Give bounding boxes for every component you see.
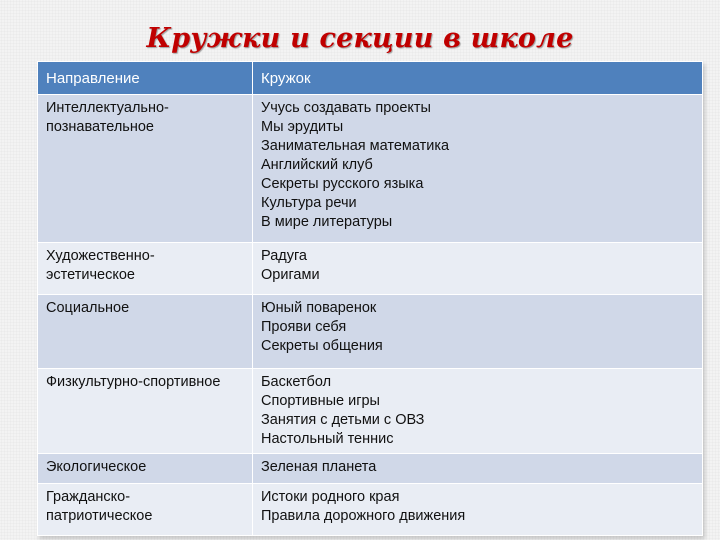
column-header-club: Кружок <box>253 62 703 95</box>
clubs-cell <box>253 454 703 484</box>
table-row <box>38 484 703 536</box>
clubs-cell <box>253 95 703 243</box>
direction-text: Гражданско- <box>46 489 131 505</box>
club-name: Баскетбол <box>261 374 332 390</box>
table-row <box>38 243 703 295</box>
direction-cell <box>38 484 253 536</box>
club-name: Прояви себя <box>261 319 347 335</box>
table-row <box>38 295 703 369</box>
club-name: Правила дорожного движения <box>261 508 466 524</box>
direction-text: эстетическое <box>46 267 135 283</box>
clubs-table <box>37 61 703 536</box>
direction-text: Интеллектуально- <box>46 100 169 116</box>
club-name: В мире литературы <box>261 214 393 230</box>
clubs-cell <box>253 369 703 454</box>
direction-cell <box>38 454 253 484</box>
table-row <box>38 454 703 484</box>
club-name: Занимательная математика <box>261 138 450 154</box>
column-header-direction: Направление <box>38 62 253 95</box>
direction-text: Экологическое <box>46 459 147 475</box>
club-name: Настольный теннис <box>261 431 394 447</box>
club-name: Юный поваренок <box>261 300 377 316</box>
direction-text: Художественно- <box>46 248 155 264</box>
club-name: Зеленая планета <box>261 459 377 475</box>
club-name: Мы эрудиты <box>261 119 344 135</box>
direction-text: Социальное <box>46 300 130 316</box>
club-name: Английский клуб <box>261 157 373 173</box>
club-name: Занятия с детьми с ОВЗ <box>261 412 425 428</box>
clubs-cell <box>253 484 703 536</box>
clubs-cell <box>253 295 703 369</box>
table-row <box>38 95 703 243</box>
club-name: Истоки родного края <box>261 489 400 505</box>
club-name: Секреты общения <box>261 338 383 354</box>
direction-text: патриотическое <box>46 508 153 524</box>
club-name: Культура речи <box>261 195 357 211</box>
direction-cell <box>38 295 253 369</box>
club-name: Учусь создавать проекты <box>261 100 431 116</box>
clubs-cell <box>253 243 703 295</box>
club-name: Радуга <box>261 248 307 264</box>
page-title: Кружки и секции в школе <box>146 23 574 54</box>
direction-cell <box>38 95 253 243</box>
table-header-row <box>38 62 703 95</box>
table-body <box>38 95 703 536</box>
direction-cell <box>38 369 253 454</box>
direction-text: Физкультурно-спортивное <box>46 374 221 390</box>
club-name: Оригами <box>261 267 320 283</box>
club-name: Спортивные игры <box>261 393 380 409</box>
table-header <box>38 62 703 95</box>
club-name: Секреты русского языка <box>261 176 424 192</box>
direction-cell <box>38 243 253 295</box>
direction-text: познавательное <box>46 119 154 135</box>
table-row <box>38 369 703 454</box>
